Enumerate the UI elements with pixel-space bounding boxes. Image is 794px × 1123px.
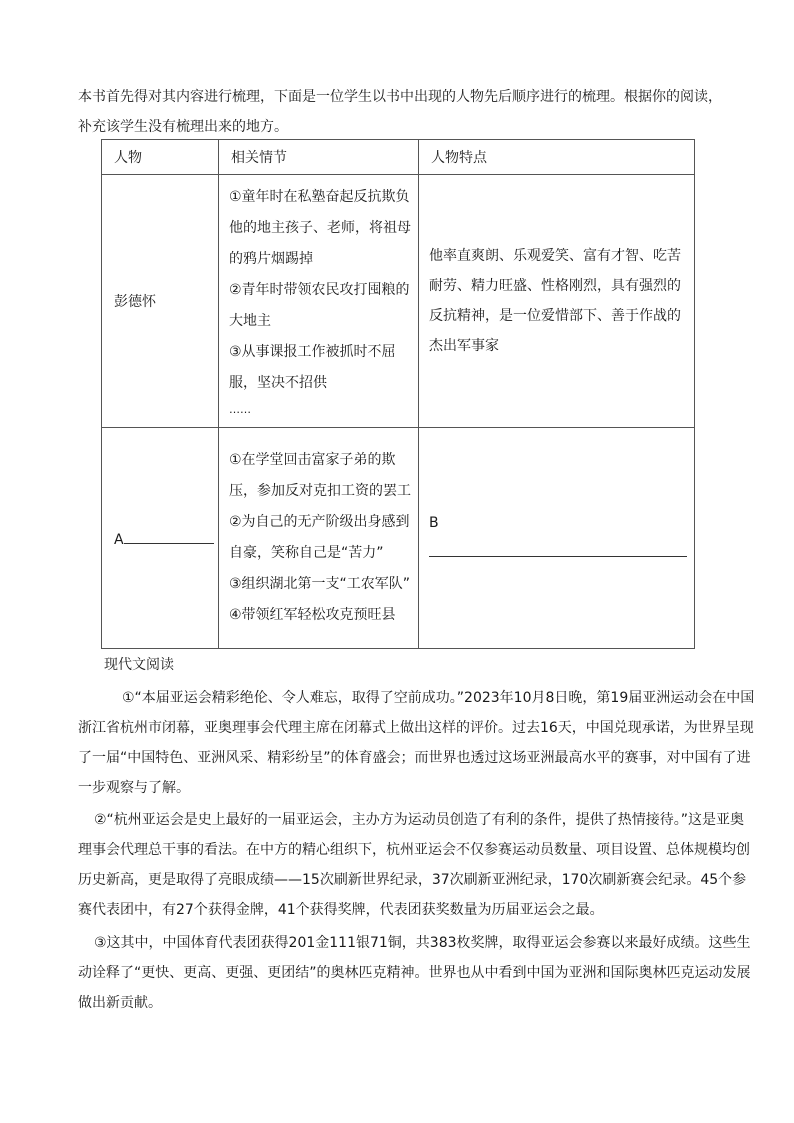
paragraph-3: ③这其中，中国体育代表团获得201金111银71铜，共383枚奖牌，取得亚运会参赛以来最好成绩。这些生动诠释了“更快、更高、更强、更团结”的奥林匹克精神。世界也从中看到中国为亚洲和国际奥林匹克运动发展做出新贡献。 <box>78 935 751 1011</box>
section-title: 现代文阅读 <box>104 657 174 673</box>
table-row <box>102 428 695 649</box>
blank-label-a: A <box>114 531 124 548</box>
paragraph-1: ①“本届亚运会精彩绝伦、令人难忘，取得了空前成功。”2023年10月8日晚，第19届亚洲运动会在中国浙江省杭州市闭幕，亚奥理事会代理主席在闭幕式上做出这样的评价。过去16天，中国兑现承诺，为世界呈现了一届“中国特色、亚洲风采、精彩纷呈”的体育盛会；而世界也透过这场亚洲最高水平的赛事，对中国有了进一步观察与了解。 <box>78 690 755 796</box>
intro-paragraph: 本书首先得对其内容进行梳理，下面是一位学生以书中出现的人物先后顺序进行的梳理。根据你的阅读，补充该学生没有梳理出来的地方。 <box>78 89 722 135</box>
plot-item: ③从事课报工作被抓时不屈服，坚决不招供 <box>229 343 396 391</box>
answer-blank-a[interactable] <box>124 529 214 544</box>
character-name-cell-blank <box>102 428 219 649</box>
plot-cell <box>219 428 419 649</box>
header-cell-character: 人物 <box>102 140 219 175</box>
character-table <box>101 139 695 649</box>
plot-item: ④带领红军轻松攻克预旺县 <box>229 607 396 623</box>
trait-cell: 他率直爽朗、乐观爱笑、富有才智、吃苦耐劳、精力旺盛、性格刚烈，具有强烈的反抗精神，是一位爱惜部下、善于作战的杰出军事家 <box>419 175 695 428</box>
header-cell-plot: 相关情节 <box>219 140 419 175</box>
paragraph-2: ②“杭州亚运会是史上最好的一届亚运会，主办方为运动员创造了有利的条件，提供了热情接待。”这是亚奥理事会代理总干事的看法。在中方的精心组织下，杭州亚运会不仅参赛运动员数量、项目设置、总体规模均创历史新高，更是取得了亮眼成绩——15次刷新世界纪录，37次刷新亚洲纪录，170次刷新赛会纪录。45个参赛代表团中，有27个获得金牌，41个获得奖牌，代表团获奖数量为历届亚运会之最。 <box>78 812 750 918</box>
plot-cell <box>219 175 419 428</box>
answer-blank-b[interactable] <box>429 542 687 557</box>
plot-item: ①在学堂回击富家子弟的欺压，参加反对克扣工资的罢工 <box>229 452 411 499</box>
plot-item: ②青年时带领农民攻打囤粮的大地主 <box>229 281 410 329</box>
table-header-row <box>102 140 695 175</box>
plot-item: ①童年时在私塾奋起反抗欺负他的地主孩子、老师，将祖母的鸦片烟踢掉 <box>229 188 411 267</box>
plot-ellipsis: …… <box>229 402 251 416</box>
table-row <box>102 175 695 428</box>
header-cell-trait: 人物特点 <box>419 140 695 175</box>
plot-item: ③组织湖北第一支“工农军队” <box>229 576 411 592</box>
plot-item: ②为自己的无产阶级出身感到自豪，笑称自己是“苦力” <box>229 514 410 561</box>
trait-cell-blank <box>419 428 695 649</box>
blank-label-b: B <box>429 515 439 531</box>
character-name-cell: 彭德怀 <box>102 175 219 428</box>
